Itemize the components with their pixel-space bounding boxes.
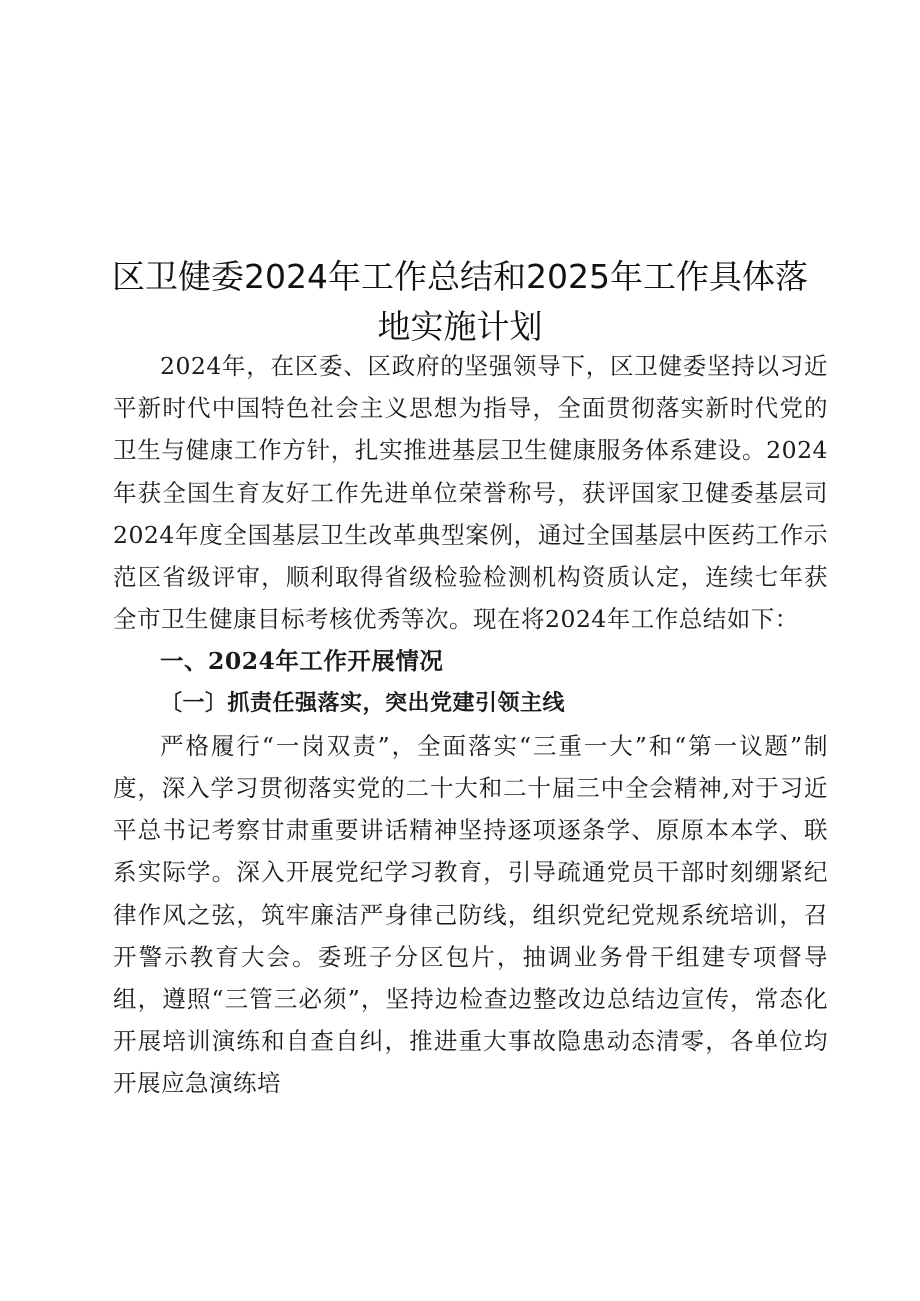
document-body	[113, 345, 828, 1105]
subsection-heading-1: 〔一〕抓责任强落实，突出党建引领主线	[160, 690, 566, 716]
body-paragraph-1: 严格履行“一岗双责”，全面落实“三重一大”和“第一议题”制度，深入学习贯彻落实党的二十大和二十届三中全会精神,对于习近平总书记考察甘肃重要讲话精神坚持逐项逐条学、原原本本学、联系实际学。深入开展党纪学习教育，引导疏通党员干部时刻绷紧纪律作风之弦，筑牢廉洁严身律己防线，组织党纪党规系统培训，召开警示教育大会。委班子分区包片，抽调业务骨干组建专项督导组，遵照“三管三必须”，坚持边检查边整改边总结边宣传，常态化开展培训演练和自查自纠，推进重大事故隐患动态清零，各单位均开展应急演练培	[113, 731, 828, 1098]
intro-paragraph: 2024年，在区委、区政府的坚强领导下，区卫健委坚持以习近平新时代中国特色社会主义思想为指导，全面贯彻落实新时代党的卫生与健康工作方针，扎实推进基层卫生健康服务体系建设。2024年获全国生育友好工作先进单位荣誉称号，获评国家卫健委基层司2024年度全国基层卫生改革典型案例，通过全国基层中医药工作示范区省级评审，顺利取得省级检验检测机构资质认定，连续七年获全市卫生健康目标考核优秀等次。现在将2024年工作总结如下：	[113, 352, 828, 634]
document-title-line2: 地实施计划	[377, 307, 543, 346]
document-title-line1: 区卫健委2024年工作总结和2025年工作具体落	[112, 257, 808, 296]
document-title	[110, 252, 810, 352]
section-heading-1: 一、2024年工作开展情况	[160, 647, 444, 676]
